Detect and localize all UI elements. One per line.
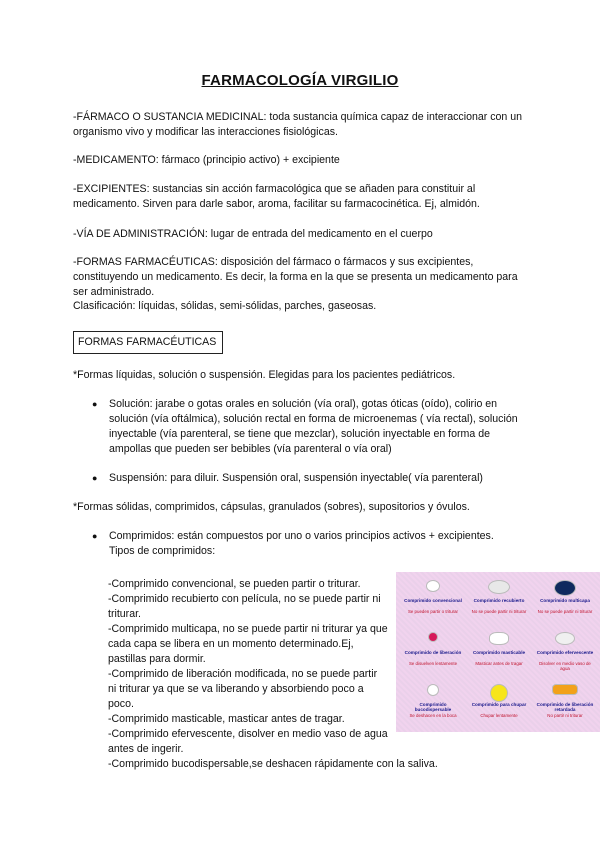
tablet-note: No se puede partir ni triturar — [471, 609, 527, 614]
tablet-cell — [534, 578, 596, 626]
bullet-text: Comprimidos: están compuestos por uno o varios principios activos + excipientes. Tipos de comprimidos: — [109, 530, 494, 557]
definition-farmaco: -FÁRMACO O SUSTANCIA MEDICINAL: toda sustancia química capaz de interaccionar con un organismo vivo y modificar las interacciones fisiológicas. — [73, 111, 523, 138]
tablet-name: Comprimido bucodispersable — [414, 702, 452, 712]
tipo-item: -Comprimido bucodispersable,se deshacen rápidamente con la saliva. — [108, 758, 438, 770]
tablet-name: Comprimido de liberación — [404, 650, 462, 655]
bullet-text: Solución: jarabe o gotas orales en solución (vía oral), gotas óticas (oído), colirio en solución (vía oftálmica), solución rectal en forma de microenemas ( vía rectal), solución inyectable (vía parenteral, se tiene que mezclar), solución inyectable en forma de ampollas que pueden ser bebibles (vía parenteral o vía oral) — [109, 398, 518, 455]
tablet-icon — [489, 632, 509, 645]
tablet-icon — [488, 580, 510, 594]
tablet-name: Comprimido masticable — [472, 650, 526, 655]
tablet-name: Comprimido convencional — [404, 598, 462, 603]
page-title: FARMACOLOGÍA VIRGILIO — [201, 72, 399, 89]
tablet-icon — [552, 684, 578, 695]
tablet-cell — [402, 682, 464, 730]
tablet-note: Masticar antes de tragar — [475, 661, 523, 666]
tablet-types-illustration — [396, 572, 600, 732]
tipo-item: -Comprimido recubierto con película, no se puede partir ni triturar. — [108, 593, 381, 620]
tablet-note: Se pueden partir o triturar — [407, 609, 459, 614]
tablet-note: Chupar lentamente — [480, 713, 518, 718]
tablet-cell — [402, 630, 464, 678]
bullet-text: Suspensión: para diluir. Suspensión oral, suspensión inyectable( vía parenteral) — [109, 472, 483, 484]
section-box-formas: FORMAS FARMACÉUTICAS — [73, 331, 223, 354]
tablet-name: Comprimido recubierto — [473, 598, 525, 603]
tablet-name: Comprimido multicapa — [540, 598, 590, 603]
bullet-icon: ● — [92, 531, 98, 541]
tablet-note: No partir ni triturar — [547, 713, 583, 718]
tablet-cell — [468, 578, 530, 626]
tablet-icon — [490, 684, 508, 702]
tablet-icon — [555, 632, 575, 645]
clasificacion: Clasificación: líquidas, sólidas, semi-sólidas, parches, gaseosas. — [73, 300, 377, 312]
liquidas-intro: *Formas líquidas, solución o suspensión. Elegidas para los pacientes pediátricos. — [73, 369, 456, 381]
tablet-icon — [428, 632, 438, 642]
bullet-icon: ● — [92, 473, 98, 483]
tablet-name: Comprimido para chupar — [471, 702, 527, 707]
tablet-icon — [427, 684, 439, 696]
bullet-icon: ● — [92, 399, 98, 409]
tipo-item: -Comprimido efervescente, disolver en medio vaso de agua antes de ingerir. — [108, 728, 388, 755]
tablet-icon — [426, 580, 440, 592]
tipo-item: -Comprimido convencional, se pueden partir o triturar. — [108, 578, 361, 590]
tipo-item: -Comprimido multicapa, no se puede partir ni triturar ya que cada capa se libera en un momento determinado.Ej, pastillas para dormir. — [108, 623, 388, 665]
tablet-name: Comprimido efervescente — [536, 650, 594, 655]
definition-via: -VÍA DE ADMINISTRACIÓN: lugar de entrada del medicamento en el cuerpo — [73, 228, 433, 240]
tablet-cell — [534, 682, 596, 730]
definition-medicamento: -MEDICAMENTO: fármaco (principio activo) + excipiente — [73, 154, 340, 166]
tablet-note: Disolver en medio vaso de agua — [539, 661, 591, 671]
tipo-item: -Comprimido masticable, masticar antes de tragar. — [108, 713, 345, 725]
solidas-intro: *Formas sólidas, comprimidos, cápsulas, granulados (sobres), supositorios y óvulos. — [73, 501, 470, 513]
definition-excipientes: -EXCIPIENTES: sustancias sin acción farmacológica que se añaden para constituir al medicamento. Sirven para darle sabor, aroma, facilitar su farmacocinética. Ej, almidón. — [73, 183, 480, 210]
tipo-item: -Comprimido de liberación modificada, no se puede partir ni triturar ya que se va liberando y absorbiendo poco a poco. — [108, 668, 378, 710]
tablet-cell — [468, 682, 530, 730]
tablet-cell — [402, 578, 464, 626]
tablet-icon — [554, 580, 576, 596]
tablet-note: Se disuelven lentamente — [408, 661, 458, 666]
tablet-note: No se puede partir ni triturar — [537, 609, 593, 614]
tablet-name: Comprimido de liberación retardada — [536, 702, 594, 712]
tablet-note: Se deshacen en la boca — [409, 713, 457, 718]
definition-formas: -FORMAS FARMACÉUTICAS: disposición del fármaco o fármacos y sus excipientes, constituyendo un medicamento. Es decir, la forma en la que se presenta un medicamento para ser administrado. — [73, 256, 518, 298]
tablet-cell — [534, 630, 596, 678]
tablet-cell — [468, 630, 530, 678]
